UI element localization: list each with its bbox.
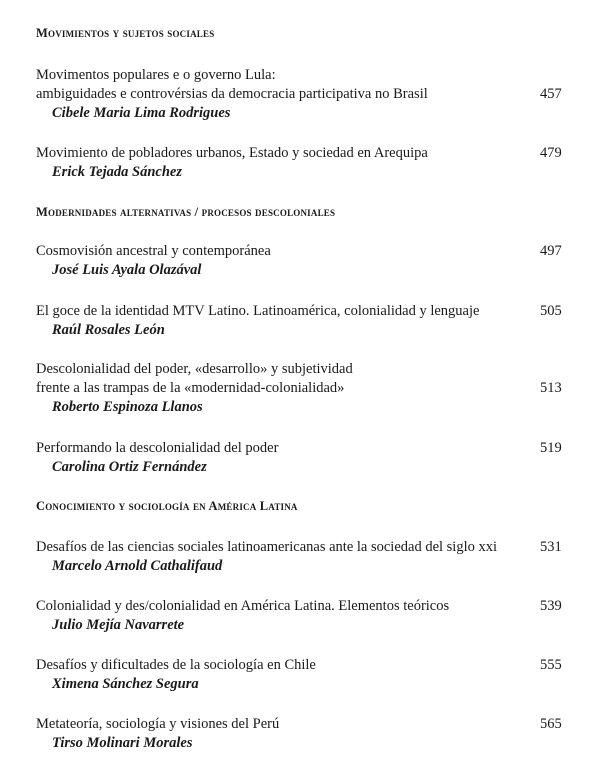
toc-entry: [36, 360, 566, 417]
entry-author: Ximena Sánchez Segura: [52, 676, 199, 692]
toc-entry: [36, 715, 566, 753]
entry-page: 539: [540, 598, 562, 614]
entry-title: Descolonialidad del poder, «desarrollo» y subjetividad: [36, 361, 353, 377]
entry-author: Erick Tejada Sánchez: [52, 164, 182, 180]
toc-entry: [36, 597, 566, 635]
toc-entry: [36, 538, 566, 576]
section-heading: Movimientos y sujetos sociales: [36, 26, 215, 40]
entry-author: Julio Mejía Navarrete: [52, 617, 185, 633]
entry-title: Metateoría, sociología y visiones del Perú: [36, 716, 280, 732]
entry-author: Roberto Espinoza Llanos: [52, 399, 203, 415]
entry-title: Performando la descolonialidad del poder: [36, 440, 279, 456]
entry-title: frente a las trampas de la «modernidad-colonialidad»: [36, 380, 345, 396]
entry-title: Desafíos de las ciencias sociales latinoamericanas ante la sociedad del siglo xxi: [36, 539, 498, 555]
entry-page: 565: [540, 716, 562, 732]
entry-title: Cosmovisión ancestral y contemporánea: [36, 243, 271, 259]
toc-entry: [36, 302, 566, 340]
section-heading: Modernidades alternativas / procesos descoloniales: [36, 205, 336, 219]
entry-author: Tirso Molinari Morales: [52, 735, 193, 751]
entry-page: 519: [540, 440, 562, 456]
entry-page: 531: [540, 539, 562, 555]
entry-author: Raúl Rosales León: [52, 322, 165, 338]
entry-author: Carolina Ortiz Fernández: [52, 459, 207, 475]
entry-author: José Luis Ayala Olazával: [52, 262, 202, 278]
entry-title: ambiguidades e controvérsias da democracia participativa no Brasil: [36, 86, 428, 102]
toc-entry: [36, 66, 566, 123]
entry-author: Marcelo Arnold Cathalifaud: [52, 558, 223, 574]
entry-page: 555: [540, 657, 562, 673]
entry-title: El goce de la identidad MTV Latino. Latinoamérica, colonialidad y lenguaje: [36, 303, 480, 319]
entry-page: 457: [540, 86, 562, 102]
entry-author: Cibele Maria Lima Rodrigues: [52, 105, 231, 121]
entry-title: Colonialidad y des/colonialidad en América Latina. Elementos teóricos: [36, 598, 450, 614]
entry-page: 479: [540, 145, 562, 161]
toc-entry: [36, 656, 566, 694]
entry-page: 513: [540, 380, 562, 396]
entry-page: 497: [540, 243, 562, 259]
toc-entry: [36, 439, 566, 477]
entry-title: Desafíos y dificultades de la sociología en Chile: [36, 657, 316, 673]
section-heading: Conocimiento y sociología en América Latina: [36, 499, 298, 513]
toc-entry: [36, 144, 566, 182]
entry-title: Movimentos populares e o governo Lula:: [36, 67, 276, 83]
entry-page: 505: [540, 303, 562, 319]
entry-title: Movimiento de pobladores urbanos, Estado y sociedad en Arequipa: [36, 145, 428, 161]
toc-entry: [36, 242, 566, 280]
